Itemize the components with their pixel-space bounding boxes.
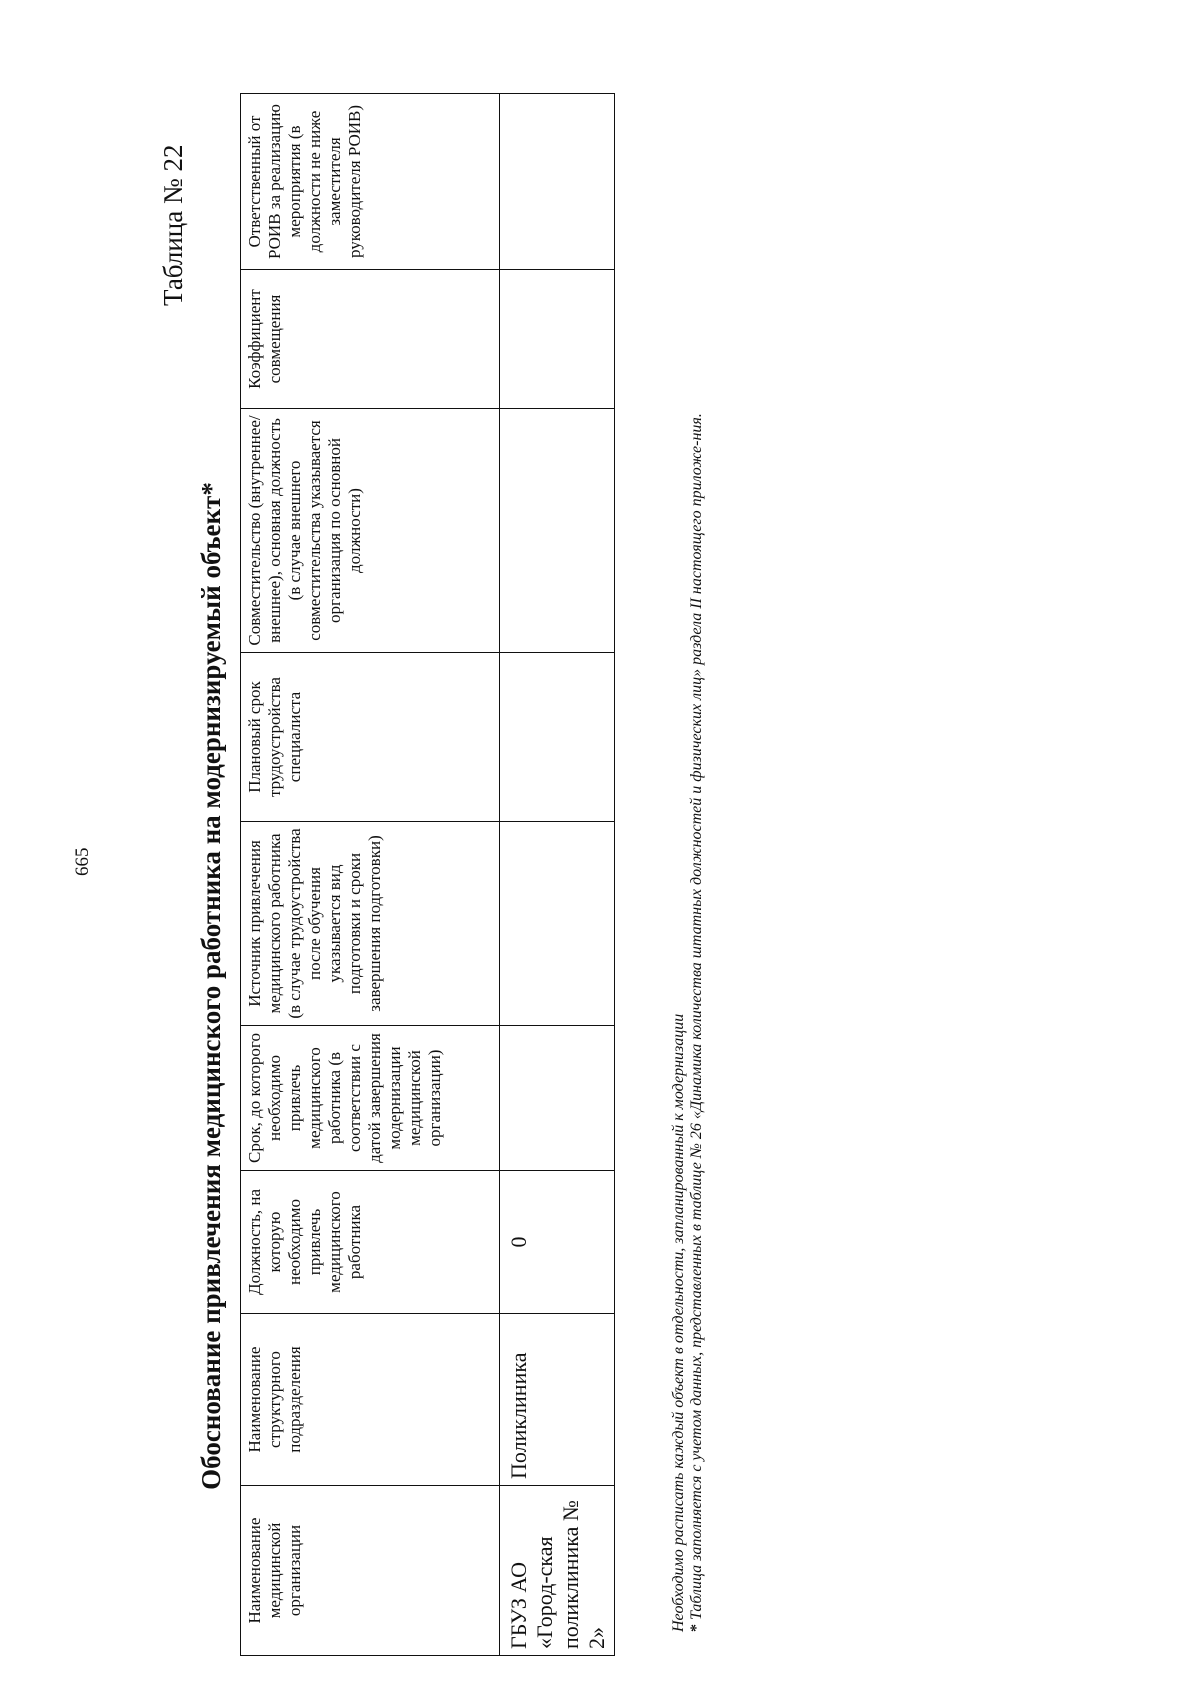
header-cell-department: Наименование структурного подразделения <box>241 1314 500 1486</box>
header-cell-responsible: Ответственный от РОИВ за реализацию мероприятия (в должности не ниже заместителя руководителя РОИВ) <box>241 94 500 270</box>
page-number: 665 <box>72 847 93 876</box>
footnote-asterisk: * <box>688 1624 705 1632</box>
header-cell-part-time: Совместительство (внутреннее/ внешнее), основная должность (в случае внешнего совместительства указывается организация по основной должности) <box>241 409 500 653</box>
header-cell-position: Должность, на которую необходимо привлечь медицинского работника <box>241 1171 500 1314</box>
footnote-table-fill-text: Таблица заполняется с учетом данных, представленных в таблице № 26 «Динамика количества штатных должностей и физических лиц» раздела II настоящего приложе-ния. <box>688 413 705 1624</box>
header-cell-planned-date: Плановый срок трудоустройства специалиста <box>241 653 500 822</box>
table-label: Таблица № 22 <box>158 144 188 306</box>
cell-source <box>500 822 615 1026</box>
cell-coefficient <box>500 270 615 409</box>
header-cell-coefficient: Коэффициент совмещения <box>241 270 500 409</box>
cell-planned-date <box>500 653 615 822</box>
footnote-modernization: Необходимо расписать каждый объект в отдельности, запланированный к модернизации <box>670 1013 687 1632</box>
cell-department: Поликлиника <box>500 1314 615 1486</box>
page-title: Обоснование привлечения медицинского работника на модернизируемый объект* <box>196 482 226 1490</box>
cell-deadline <box>500 1026 615 1171</box>
table-header-row <box>241 94 500 1656</box>
table-row <box>500 94 615 1656</box>
cell-responsible <box>500 94 615 270</box>
footnote-table-fill <box>688 72 706 1632</box>
justification-table <box>240 93 615 1656</box>
cell-part-time <box>500 409 615 653</box>
cell-organization: ГБУЗ АО «Город-ская поликлиника № 2» <box>500 1486 615 1656</box>
header-cell-organization: Наименование медицинской организации <box>241 1486 500 1656</box>
cell-position: 0 <box>500 1171 615 1314</box>
footnotes <box>670 72 706 1632</box>
header-cell-source: Источник привлечения медицинского работника (в случае трудоустройства после обучения указывается вид подготовки и сроки завершения подготовки) <box>241 822 500 1026</box>
header-cell-deadline: Срок, до которого необходимо привлечь медицинского работника (в соответствии с датой завершения модернизации медицинской организации) <box>241 1026 500 1171</box>
